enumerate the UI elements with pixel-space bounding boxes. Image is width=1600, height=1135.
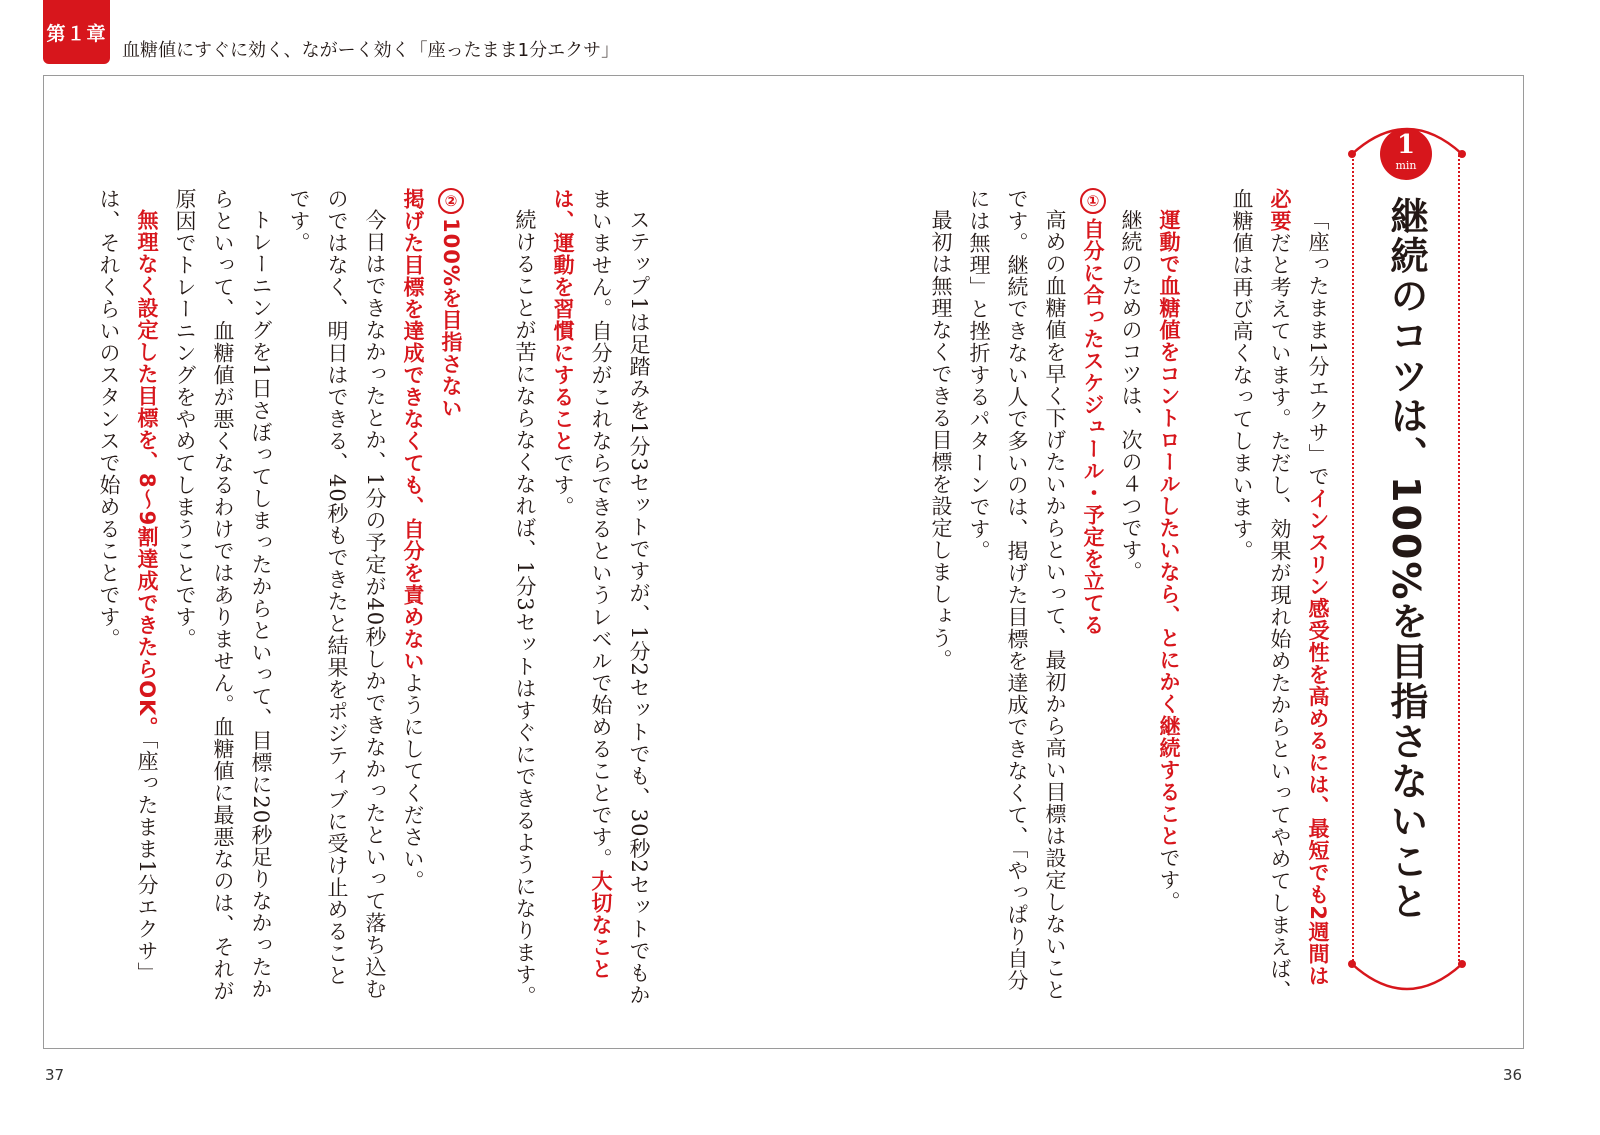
- body-block-d: [97, 188, 470, 1008]
- numbered-point-icon: ①: [1080, 188, 1106, 214]
- body-paragraph: [280, 188, 394, 1008]
- section-title: 継続のコツは、100%を目指さないこと: [1384, 196, 1428, 922]
- numbered-point-icon: ②: [438, 188, 464, 214]
- body-paragraph: [922, 188, 960, 1008]
- body-paragraph: [90, 188, 166, 1008]
- body-text: ステップ1は足踏みを1分3セットですが、1分2セットでも、30秒2セットでもかまいません。自分がこれならできるというレベルで始めることです。: [589, 188, 651, 1006]
- title-panel-bottom-ornament: [1340, 950, 1475, 1000]
- body-paragraph: [1150, 188, 1188, 1008]
- body-text: 「座ったまま1分エクサ」で: [1306, 209, 1330, 488]
- body-paragraph: [960, 188, 1074, 1008]
- body-block-a: [1222, 188, 1337, 1008]
- body-paragraph: [1074, 188, 1112, 1008]
- chapter-badge: 第１章: [43, 0, 110, 64]
- emphasis-text: 100%を目指さない: [439, 218, 463, 419]
- body-text: です。: [551, 452, 575, 518]
- body-paragraph: [1112, 188, 1150, 1008]
- body-text: 継続のためのコツは、次の４つです。: [1119, 209, 1143, 583]
- page-number-right: 36: [1503, 1066, 1523, 1084]
- body-paragraph: [1223, 188, 1337, 1008]
- body-text: 高めの血糖値を早く下げたいからといって、最初から高い目標は設定しないことです。継続できない人で多いのは、掲げた目標を達成できなくて、「やっぱり自分には無理」と挫折するパターンです。: [967, 188, 1067, 1001]
- body-text: 最初は無理なくできる目標を設定しましょう。: [929, 209, 953, 671]
- minute-badge-unit: min: [1395, 159, 1417, 172]
- emphasis-text: 掲げた目標を達成できなくても、自分を責めない: [401, 188, 425, 672]
- body-paragraph: [394, 188, 432, 1008]
- body-block-b: [924, 188, 1188, 1008]
- body-text: 今日はできなかったとか、1分の予定が40秒しかできなかったといって落ち込むのではなく、明日はできる、40秒もできたと結果をポジティブに受け止めることです。: [287, 188, 387, 1001]
- emphasis-text: インスリン感受性を高めるには、最短でも2週間は必要: [1268, 188, 1330, 987]
- body-block-c: [503, 188, 658, 1008]
- emphasis-text: 運動で血糖値をコントロールしたいなら、とにかく継続すること: [1157, 209, 1181, 847]
- body-text: トレーニングを1日さぼってしまったからといって、目標に20秒足りなかったからといって、血糖値が悪くなるわけではありません。血糖値に最悪なのは、それが原因でトレーニングをやめてしまうことです。: [173, 188, 273, 1002]
- body-paragraph: [166, 188, 280, 1008]
- body-text: だと考えています。ただし、効果が現れ始めたからといってやめてしまえば、血糖値は再び高くなってしまいます。: [1230, 188, 1292, 1002]
- body-paragraph: [506, 188, 544, 1008]
- minute-badge: [1380, 128, 1432, 180]
- body-text: 「座ったまま1分エクサ」は、それくらいのスタンスで始めることです。: [97, 188, 159, 985]
- emphasis-text: 大切なことは、運動を習慣にすること: [551, 188, 613, 980]
- body-paragraph: [544, 188, 658, 1008]
- emphasis-text: 自分に合ったスケジュール・予定を立てる: [1081, 218, 1105, 636]
- minute-badge-number: 1: [1396, 130, 1416, 160]
- body-paragraph: [432, 188, 470, 1008]
- body-text: ようにしてください。: [401, 672, 425, 892]
- chapter-title: 血糖値にすぐに効く、ながーく効く「座ったまま1分エクサ」: [122, 40, 620, 61]
- body-text: です。: [1157, 847, 1181, 913]
- emphasis-text: 無理なく設定した目標を、8〜9割達成できたらOK。: [135, 209, 159, 739]
- page-number-left: 37: [45, 1066, 65, 1084]
- body-text: 続けることが苦にならなくなれば、1分3セットはすぐにできるようになります。: [513, 209, 537, 1008]
